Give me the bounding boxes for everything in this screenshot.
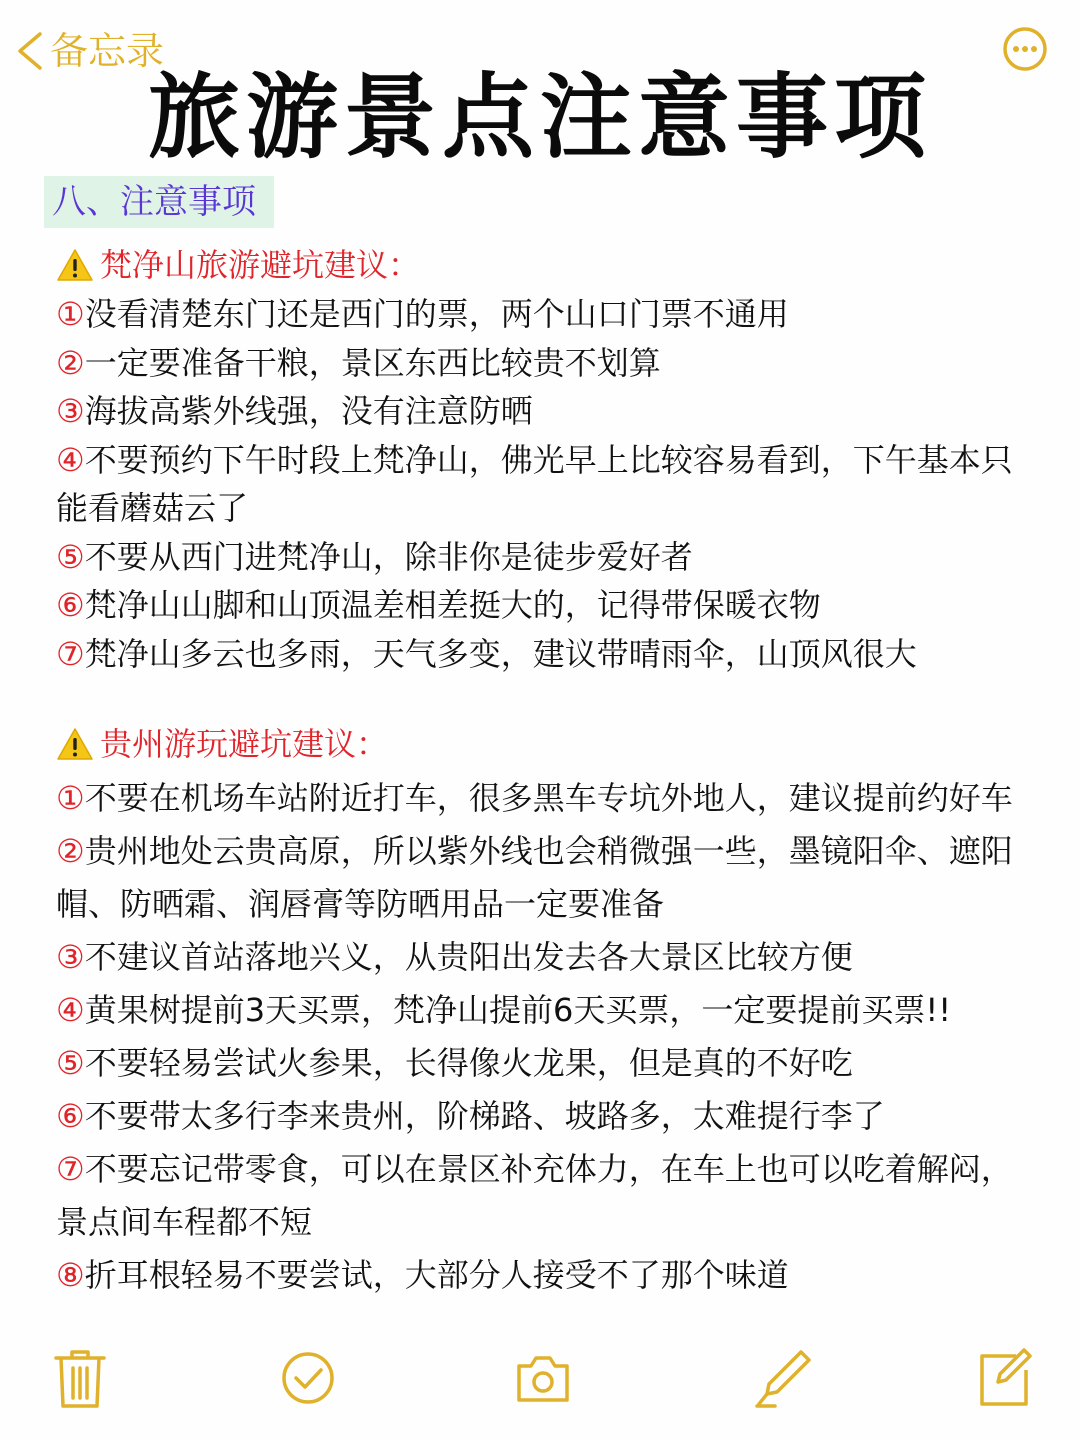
section-title: 八、注意事项 xyxy=(44,176,274,228)
group-heading-text: 梵净山旅游避坑建议： xyxy=(100,246,421,284)
item-text: 海拔高紫外线强，没有注意防晒 xyxy=(84,392,533,430)
group-fanjingshan xyxy=(56,240,1041,678)
group-heading xyxy=(56,716,1041,772)
list-item xyxy=(56,436,1041,533)
item-number: ③ xyxy=(56,938,85,976)
item-text: 梵净山多云也多雨，天气多变，建议带晴雨伞，山顶风很大 xyxy=(84,634,917,673)
item-number: ④ xyxy=(56,991,85,1029)
item-text: 不要忘记带零食，可以在景区补充体力，在车上也可以吃着解闷，景点间车程都不短 xyxy=(56,1150,1013,1241)
item-number: ⑦ xyxy=(56,634,85,673)
item-number: ① xyxy=(56,295,85,333)
item-text: 贵州地处云贵高原，所以紫外线也会稍微强一些，墨镜阳伞、遮阳帽、防晒霜、润唇膏等防晒用品一定要准备 xyxy=(56,832,1013,923)
item-text: 折耳根轻易不要尝试，大部分人接受不了那个味道 xyxy=(84,1256,789,1294)
item-number: ⑦ xyxy=(56,1150,85,1188)
item-text: 一定要准备干粮，景区东西比较贵不划算 xyxy=(84,343,661,382)
list-item xyxy=(56,1249,1041,1302)
note-content[interactable] xyxy=(56,240,1041,1302)
item-text: 不要在机场车站附近打车，很多黑车专坑外地人，建议提前约好车 xyxy=(84,779,1013,817)
item-text: 不要从西门进梵净山，除非你是徒步爱好者 xyxy=(84,537,693,576)
item-number: ⑥ xyxy=(56,1097,85,1135)
list-item xyxy=(56,1143,1041,1249)
item-text: 不要带太多行李来贵州，阶梯路、坡路多，太难提行李了 xyxy=(84,1097,885,1135)
compose-icon[interactable] xyxy=(976,1346,1032,1410)
item-text: 没看清楚东门还是西门的票，两个山口门票不通用 xyxy=(84,295,789,333)
list-item xyxy=(56,825,1041,931)
list-item xyxy=(56,630,1041,679)
group-heading-text: 贵州游玩避坑建议： xyxy=(100,725,389,763)
item-number: ⑥ xyxy=(56,586,85,624)
item-number: ⑤ xyxy=(56,1044,85,1082)
bottom-toolbar xyxy=(0,1340,1080,1420)
trash-icon[interactable] xyxy=(52,1346,108,1410)
camera-icon[interactable] xyxy=(515,1346,571,1410)
list-item xyxy=(56,1090,1041,1143)
item-number: ⑤ xyxy=(56,537,85,576)
list-item xyxy=(56,581,1041,630)
page-title: 旅游景点注意事项 xyxy=(147,64,932,171)
list-item xyxy=(56,772,1041,825)
tips-list xyxy=(56,290,1041,678)
list-item xyxy=(56,931,1041,984)
back-label: 备忘录 xyxy=(50,29,165,73)
warning-icon xyxy=(56,247,94,283)
tips-list xyxy=(56,772,1041,1302)
group-guizhou xyxy=(56,716,1041,1302)
list-item xyxy=(56,1037,1041,1090)
item-text: 不要轻易尝试火参果，长得像火龙果，但是真的不好吃 xyxy=(84,1044,853,1082)
list-item xyxy=(56,339,1041,388)
group-heading xyxy=(56,240,1041,290)
pen-icon[interactable] xyxy=(755,1346,811,1410)
item-number: ① xyxy=(56,779,85,817)
list-item xyxy=(56,387,1041,436)
item-number: ④ xyxy=(56,440,85,479)
item-text: 不要预约下午时段上梵净山，佛光早上比较容易看到，下午基本只能看蘑菇云了 xyxy=(56,440,1013,527)
item-text: 黄果树提前3天买票，梵净山提前6天买票，一定要提前买票!! xyxy=(84,991,952,1029)
item-number: ③ xyxy=(56,392,85,430)
warning-icon xyxy=(56,726,94,762)
checkmark-icon[interactable] xyxy=(280,1346,336,1410)
list-item xyxy=(56,984,1041,1037)
list-item xyxy=(56,290,1041,339)
list-item xyxy=(56,533,1041,582)
item-text: 梵净山山脚和山顶温差相差挺大的，记得带保暖衣物 xyxy=(84,586,821,624)
item-number: ⑧ xyxy=(56,1256,85,1294)
item-number: ② xyxy=(56,832,85,870)
item-text: 不建议首站落地兴义，从贵阳出发去各大景区比较方便 xyxy=(84,938,853,976)
item-number: ② xyxy=(56,343,85,382)
